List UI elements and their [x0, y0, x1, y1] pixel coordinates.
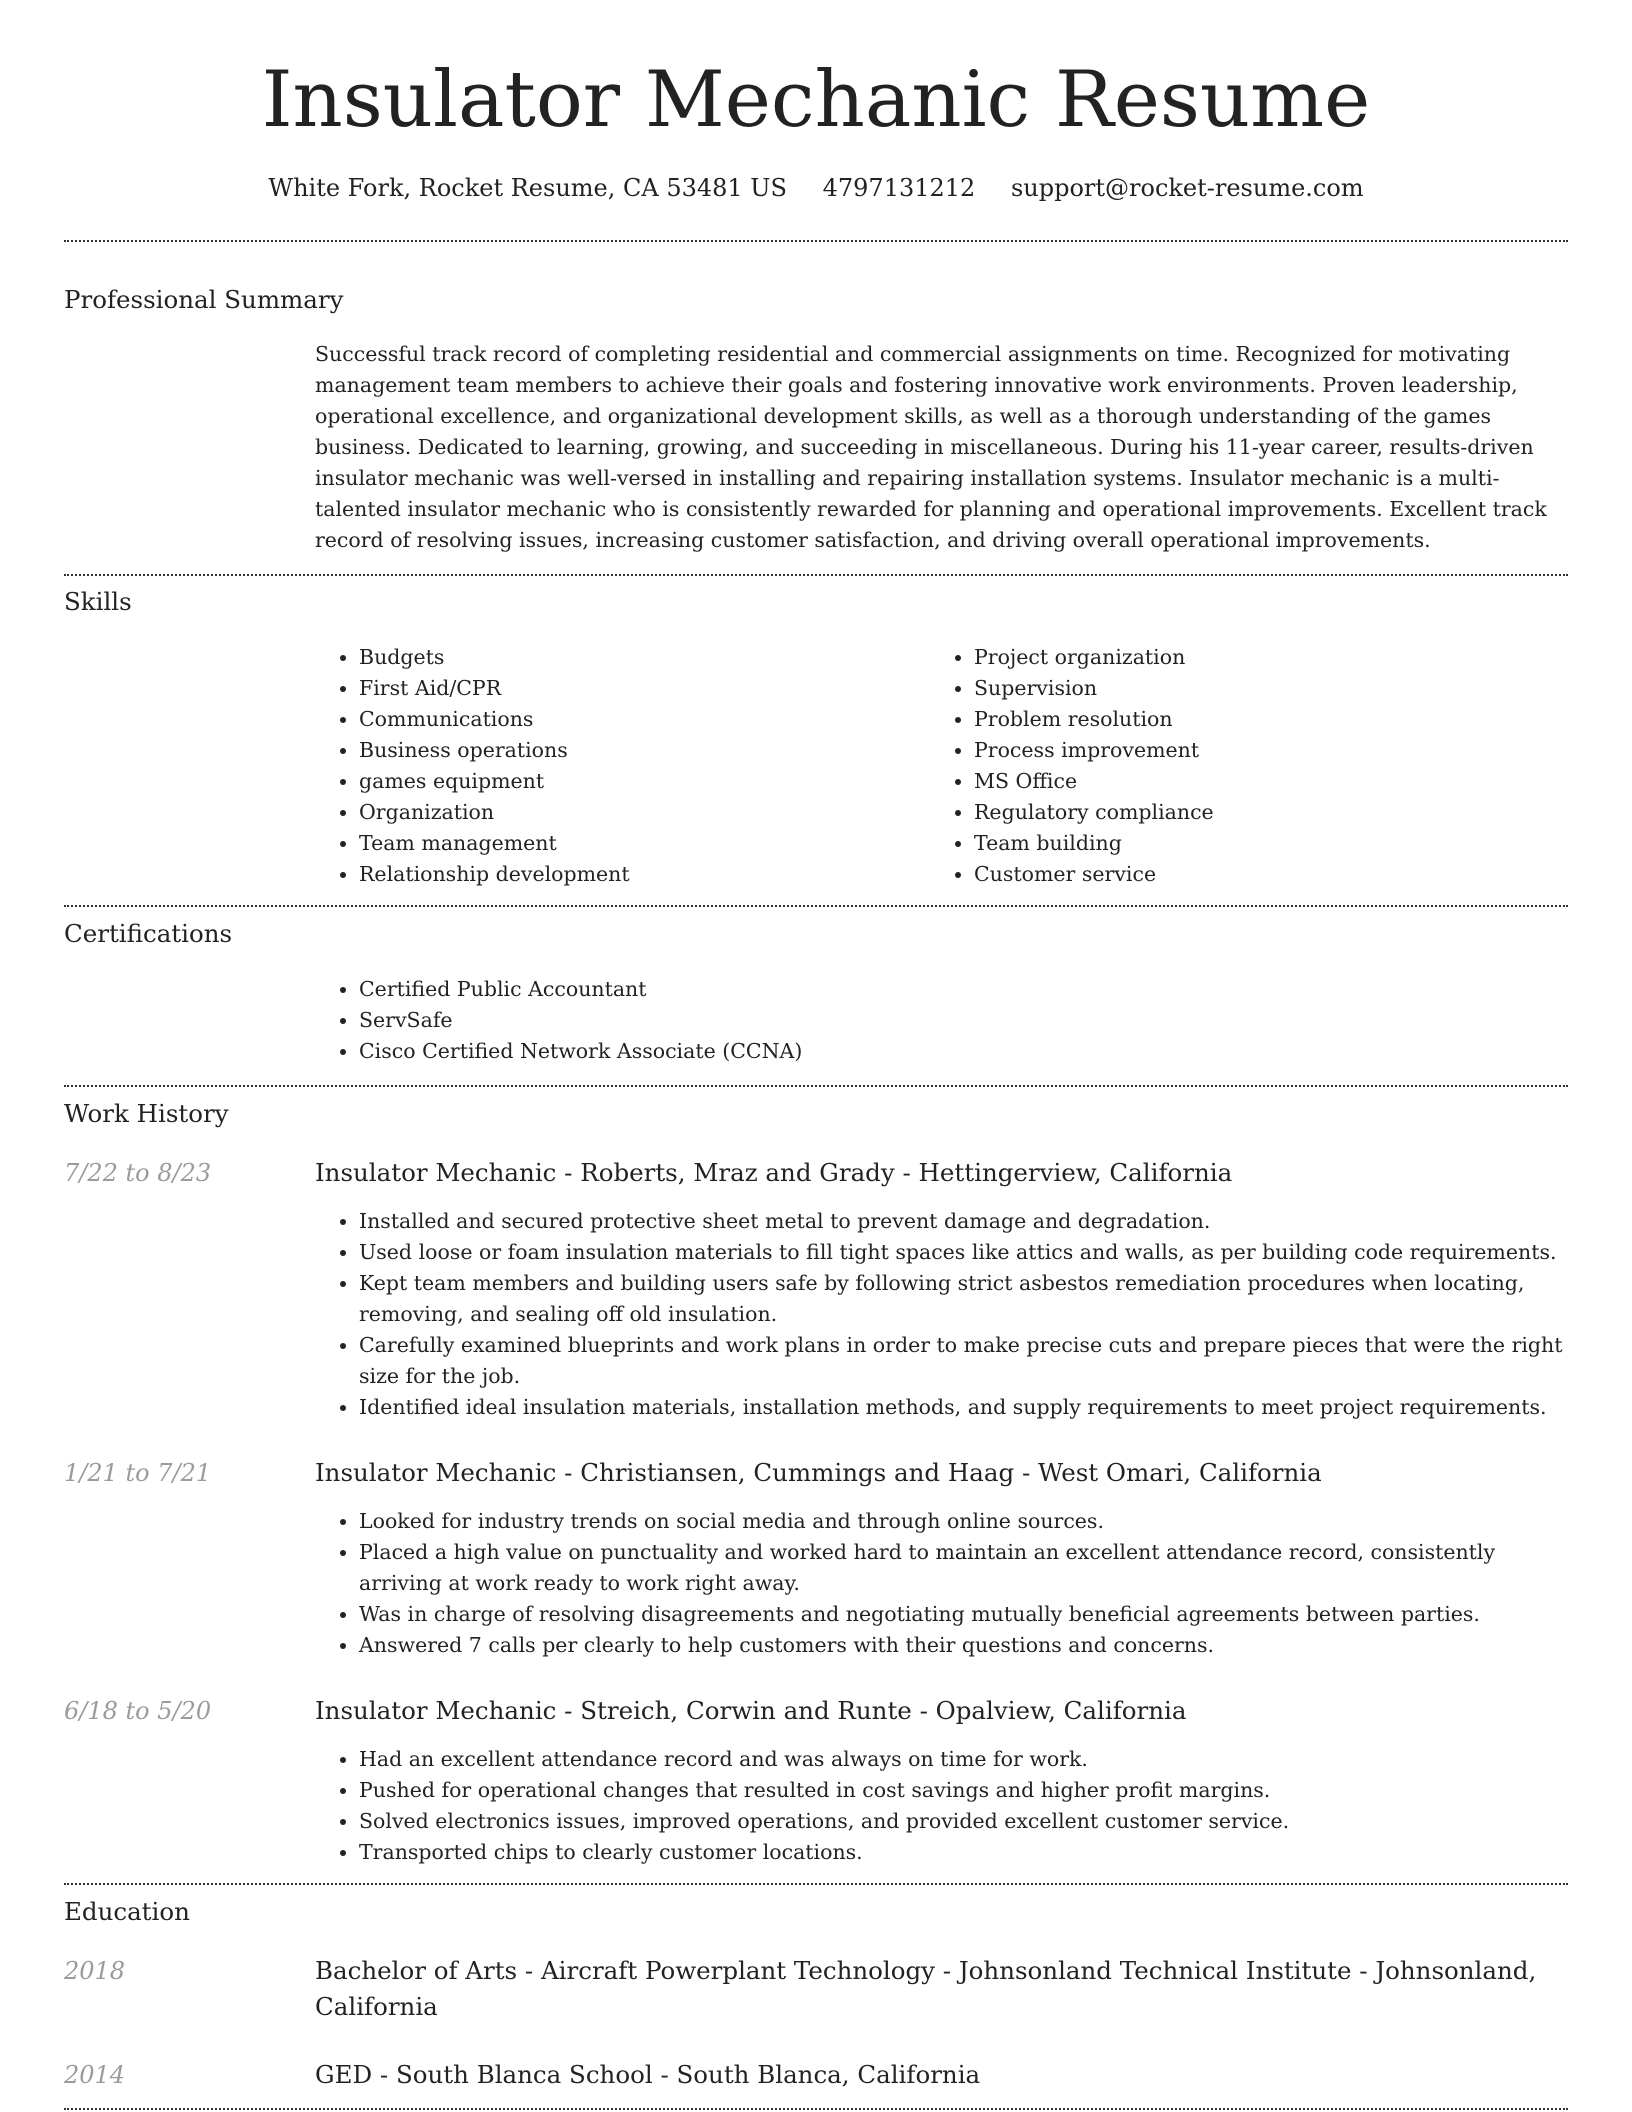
skills-column-right: [930, 642, 1550, 890]
job-duty: • Kept team members and building users safe by following strict asbestos remediation procedures when locating, removing, and sealing off old insulation.: [359, 1268, 1565, 1330]
job-duty: • Installed and secured protective sheet metal to prevent damage and degradation.: [359, 1206, 1565, 1237]
skill-item: • Problem resolution: [974, 704, 1550, 735]
education-heading: Education: [64, 1897, 190, 1926]
skill-item: • games equipment: [359, 766, 915, 797]
skill-item: • Team building: [974, 828, 1550, 859]
resume-title: Insulator Mechanic Resume: [261, 55, 1371, 145]
job-duty: • Was in charge of resolving disagreements and negotiating mutually beneficial agreements between parties.: [359, 1599, 1565, 1630]
skill-item: • Communications: [359, 704, 915, 735]
skill-item: • Business operations: [359, 735, 915, 766]
skill-item: • Supervision: [974, 673, 1550, 704]
contact-address: White Fork, Rocket Resume, CA 53481 US: [268, 174, 787, 202]
job-heading: [315, 1693, 1567, 1729]
summary-heading: Professional Summary: [64, 285, 344, 314]
job-duty: • Had an excellent attendance record and was always on time for work.: [359, 1744, 1565, 1775]
divider: [64, 574, 1568, 576]
skill-item: • Budgets: [359, 642, 915, 673]
education-degree: Bachelor of Arts: [315, 1956, 518, 1985]
job-heading: [315, 1155, 1567, 1191]
certifications-list: [315, 974, 1565, 1067]
certifications-heading: Certifications: [64, 919, 233, 948]
job-duty: • Answered 7 calls per clearly to help customers with their questions and concerns.: [359, 1630, 1565, 1661]
skill-item: • Regulatory compliance: [974, 797, 1550, 828]
divider: [64, 1883, 1568, 1885]
skill-item: • Process improvement: [974, 735, 1550, 766]
divider: [64, 1085, 1568, 1087]
job-duties: [315, 1744, 1565, 1868]
job-duty: • Identified ideal insulation materials, installation methods, and supply requirements to meet project requirements.: [359, 1392, 1565, 1423]
skill-item: • Organization: [359, 797, 915, 828]
education-year: 2014: [64, 2061, 126, 2089]
job-duty: • Pushed for operational changes that resulted in cost savings and higher profit margins.: [359, 1775, 1565, 1806]
job-dates: 7/22 to 8/23: [64, 1159, 212, 1187]
skill-item: • Relationship development: [359, 859, 915, 890]
skill-item: • Team management: [359, 828, 915, 859]
divider: [64, 905, 1568, 907]
summary-text: Successful track record of completing residential and commercial assignments on time. Recognized for motivating management team members to achieve their goals and fostering innovative work environments. Proven leadership, operational excellence, and organizational development skills, as well as a thorough understanding of the games business. Dedicated to learning, growing, and succeeding in miscellaneous. During his 11-year career, results-driven insulator mechanic was well-versed in installing and repairing installation systems. Insulator mechanic is a multi-talented insulator mechanic who is consistently rewarded for planning and operational improvements. Excellent track record of resolving issues, increasing customer satisfaction, and driving overall operational improvements.: [315, 342, 1547, 552]
certification-item: • ServSafe: [359, 1005, 1565, 1036]
job-dates: 6/18 to 5/20: [64, 1697, 212, 1725]
job-duty: • Transported chips to clearly customer locations.: [359, 1837, 1565, 1868]
skill-item: • Project organization: [974, 642, 1550, 673]
job-duty: • Solved electronics issues, improved operations, and provided excellent customer service.: [359, 1806, 1565, 1837]
education-details: - Aircraft Powerplant Technology - Johnsonland Technical Institute - Johnsonland, California: [315, 1956, 1537, 2021]
certification-item: • Cisco Certified Network Associate (CCNA): [359, 1036, 1565, 1067]
education-entry: [315, 2057, 1567, 2093]
skill-item: • MS Office: [974, 766, 1550, 797]
job-duty: • Looked for industry trends on social media and through online sources.: [359, 1506, 1565, 1537]
job-duty: • Placed a high value on punctuality and worked hard to maintain an excellent attendance record, consistently arriving at work ready to work right away.: [359, 1537, 1565, 1599]
divider: [64, 240, 1568, 242]
certification-item: • Certified Public Accountant: [359, 974, 1565, 1005]
job-title: Insulator Mechanic: [315, 1696, 557, 1725]
contact-email: support@rocket-resume.com: [1010, 174, 1364, 202]
divider: [64, 2108, 1568, 2110]
skills-column-left: [315, 642, 915, 890]
job-employer: - Roberts, Mraz and Grady - Hettingerview, California: [556, 1158, 1233, 1187]
skill-item: • Customer service: [974, 859, 1550, 890]
job-duties: [315, 1506, 1565, 1661]
work-history-heading: Work History: [64, 1099, 229, 1128]
education-year: 2018: [64, 1957, 126, 1985]
education-details: - South Blanca School - South Blanca, California: [372, 2060, 981, 2089]
job-duties: [315, 1206, 1565, 1423]
job-heading: [315, 1455, 1567, 1491]
job-title: Insulator Mechanic: [315, 1458, 557, 1487]
contact-phone: 4797131212: [822, 174, 976, 202]
skills-heading: Skills: [64, 587, 132, 616]
job-duty: • Carefully examined blueprints and work plans in order to make precise cuts and prepare pieces that were the right size for the job.: [359, 1330, 1565, 1392]
job-employer: - Streich, Corwin and Runte - Opalview, California: [556, 1696, 1187, 1725]
job-dates: 1/21 to 7/21: [64, 1459, 212, 1487]
job-employer: - Christiansen, Cummings and Haag - West Omari, California: [556, 1458, 1322, 1487]
contact-line: [0, 168, 1632, 208]
skill-item: • First Aid/CPR: [359, 673, 915, 704]
education-degree: GED: [315, 2060, 373, 2089]
job-title: Insulator Mechanic: [315, 1158, 557, 1187]
education-entry: [315, 1953, 1567, 2025]
job-duty: • Used loose or foam insulation materials to fill tight spaces like attics and walls, as per building code requirements.: [359, 1237, 1565, 1268]
